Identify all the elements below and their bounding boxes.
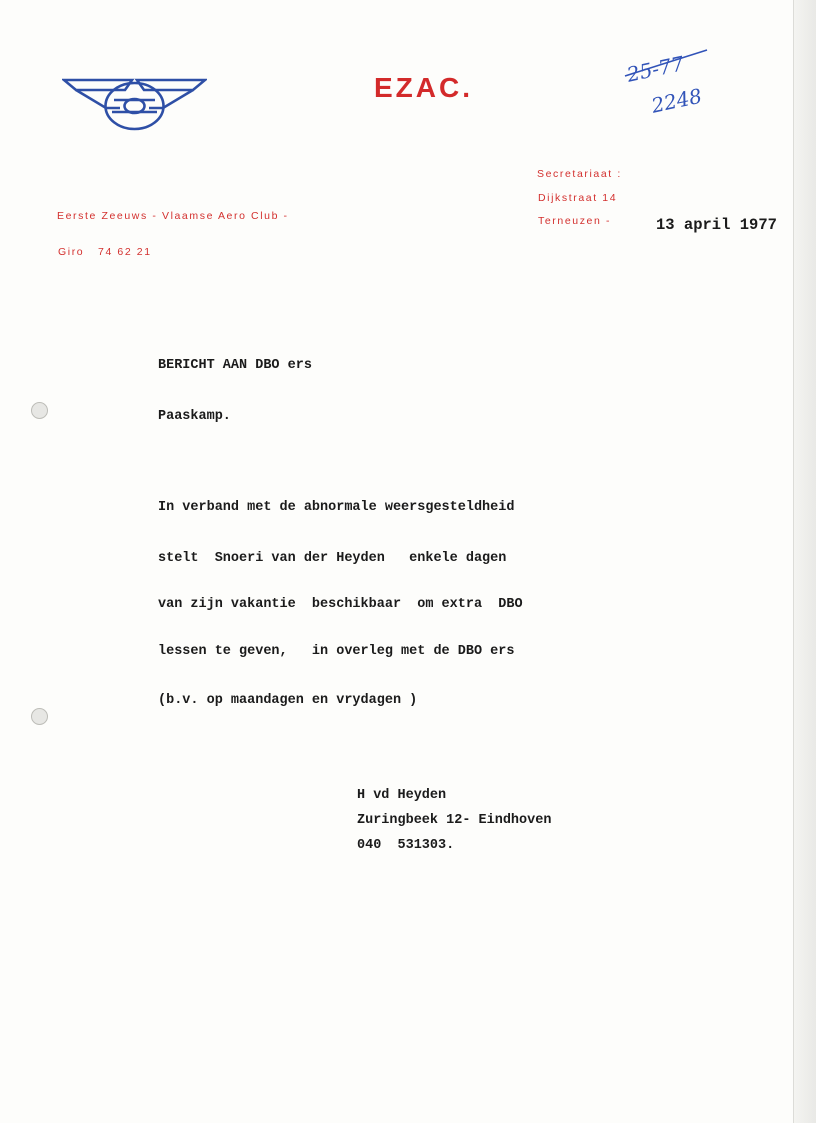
giro-label: Giro (58, 246, 85, 258)
body-line: (b.v. op maandagen en vrydagen ) (158, 693, 418, 708)
handwritten-line-1: 25-77 (624, 51, 687, 87)
letter-subject: Paaskamp. (158, 409, 231, 424)
signature-phone: 040 531303. (357, 838, 455, 853)
body-line: van zijn vakantie beschikbaar om extra DBO (158, 597, 523, 612)
punch-hole-bottom (31, 708, 48, 725)
body-line: stelt Snoeri van der Heyden enkele dagen (158, 551, 507, 566)
body-line: In verband met de abnormale weersgesteldheid (158, 500, 515, 515)
secretariat-label: Secretariaat : (537, 168, 622, 180)
paper-edge (793, 0, 816, 1123)
handwritten-note (615, 40, 720, 120)
handwritten-line-2: 2248 (649, 83, 705, 118)
punch-hole-top (31, 402, 48, 419)
signature-address: Zuringbeek 12- Eindhoven (357, 813, 552, 828)
letter-heading: BERICHT AAN DBO ers (158, 358, 312, 373)
club-full-name: Eerste Zeeuws - Vlaamse Aero Club - (57, 210, 289, 222)
giro-number: 74 62 21 (98, 246, 152, 258)
body-line: lessen te geven, in overleg met de DBO ers (158, 644, 515, 659)
letter-date: 13 april 1977 (656, 216, 777, 234)
club-short-name: EZAC. (374, 72, 473, 103)
signature-name: H vd Heyden (357, 788, 447, 803)
winged-wheel-icon (62, 70, 207, 132)
secretariat-street: Dijkstraat 14 (538, 192, 618, 204)
secretariat-city: Terneuzen - (538, 215, 612, 227)
